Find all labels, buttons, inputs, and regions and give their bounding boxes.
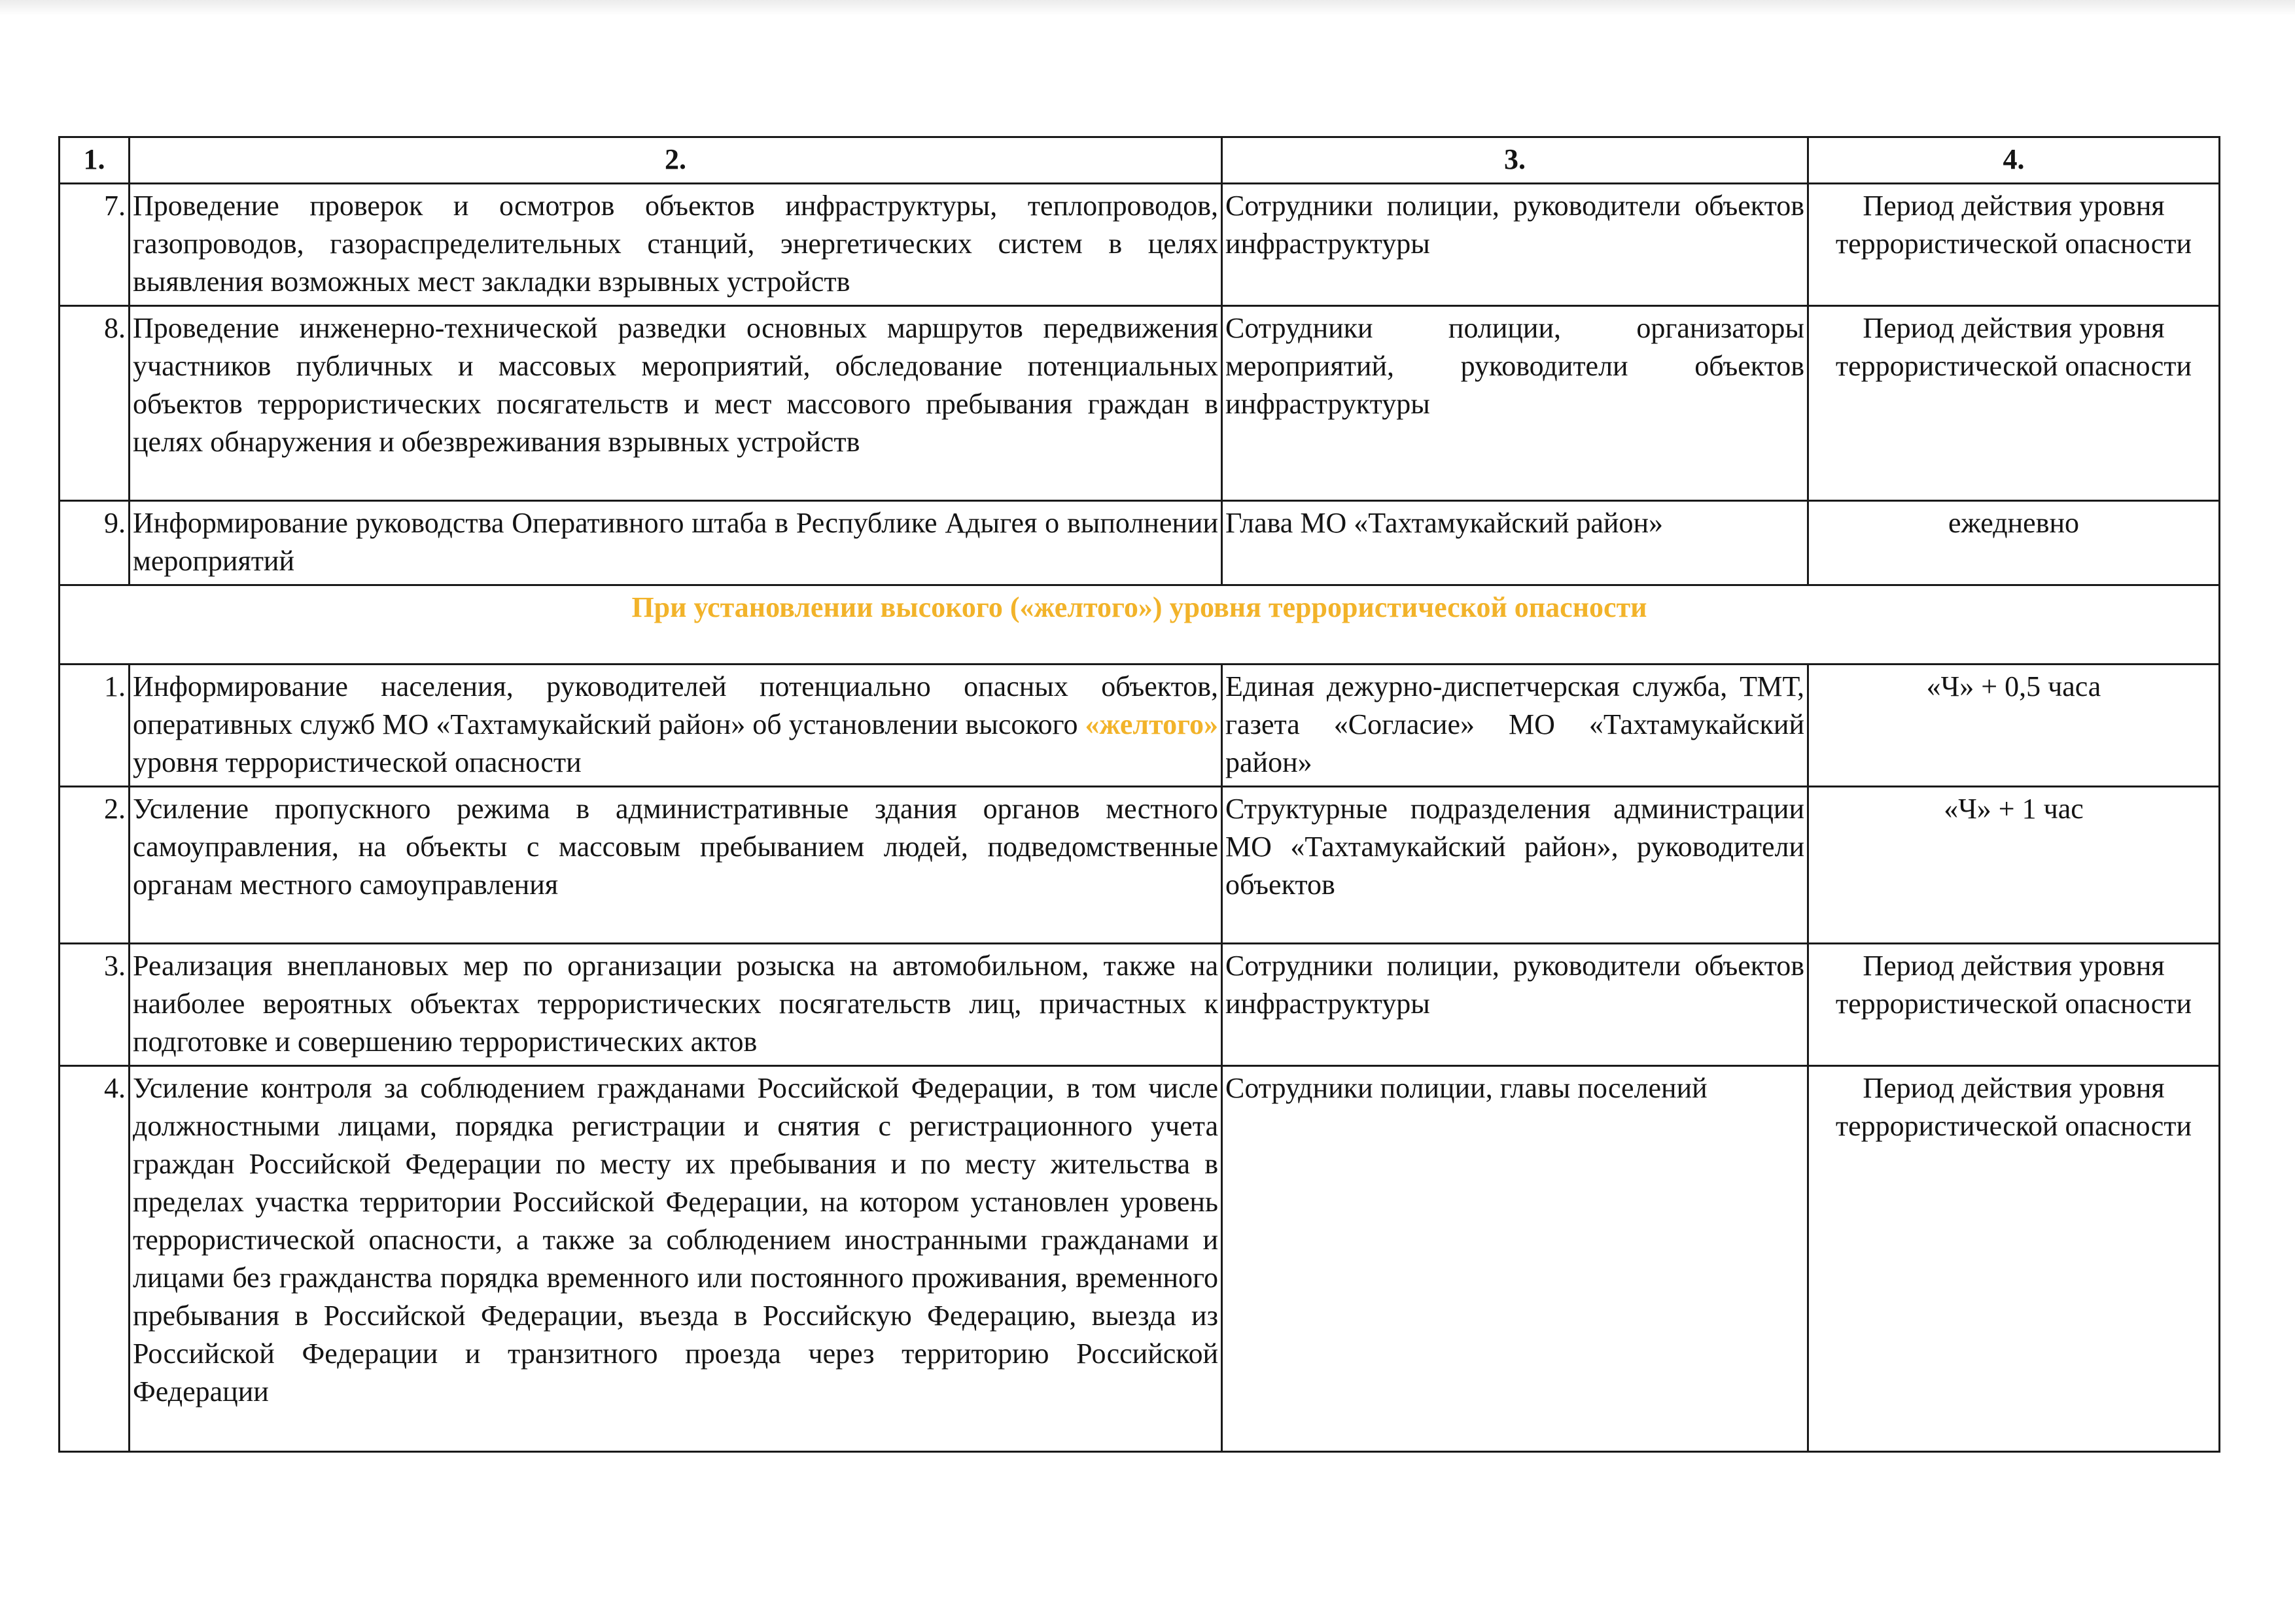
responsible-party: Сотрудники полиции, руководители объектов инфраструктуры bbox=[1222, 184, 1808, 306]
period: «Ч» + 0,5 часа bbox=[1808, 665, 2220, 787]
desc-text: Информирование населения, руководителей потенциально опасных объектов, оперативных служб МО «Тахтамукайский район» об установлении высокого bbox=[133, 670, 1218, 740]
section-heading-row bbox=[60, 585, 2220, 665]
table-row bbox=[60, 1066, 2220, 1452]
header-col-4: 4. bbox=[1808, 137, 2220, 184]
header-col-3: 3. bbox=[1222, 137, 1808, 184]
period: Период действия уровня террористической опасности bbox=[1808, 184, 2220, 306]
row-number: 1. bbox=[60, 665, 130, 787]
section-title: При установлении высокого («желтого») уровня террористической опасности bbox=[60, 585, 2220, 665]
row-number: 8. bbox=[60, 306, 130, 501]
table-header-row bbox=[60, 137, 2220, 184]
table-row bbox=[60, 787, 2220, 944]
scan-edge-shade bbox=[0, 0, 2295, 16]
period: «Ч» + 1 час bbox=[1808, 787, 2220, 944]
row-number: 2. bbox=[60, 787, 130, 944]
responsible-party: Единая дежурно-диспетчерская служба, ТМТ, газета «Согласие» МО «Тахтамукайский район» bbox=[1222, 665, 1808, 787]
responsible-party: Сотрудники полиции, руководители объектов инфраструктуры bbox=[1222, 944, 1808, 1066]
measure-description: Усиление пропускного режима в административные здания органов местного самоуправления, на объекты с массовым пребыванием людей, подведомственные органам местного самоуправления bbox=[130, 787, 1222, 944]
measure-description bbox=[130, 665, 1222, 787]
yellow-level-highlight: «желтого» bbox=[1085, 708, 1218, 740]
row-number: 7. bbox=[60, 184, 130, 306]
period: Период действия уровня террористической опасности bbox=[1808, 1066, 2220, 1452]
measure-description: Усиление контроля за соблюдением гражданами Российской Федерации, в том числе должностными лицами, порядка регистрации и снятия с регистрационного учета граждан Российской Федерации по месту их пребывания и по месту жительства в пределах участка территории Российской Федерации, на котором установлен уровень террористической опасности, а также за соблюдением иностранными гражданами и лицами без гражданства порядка временного или постоянного проживания, временного пребывания в Российской Федерации, въезда в Российскую Федерацию, выезда из Российской Федерации и транзитного проезда через территорию Российской Федерации bbox=[130, 1066, 1222, 1452]
responsible-party: Сотрудники полиции, главы поселений bbox=[1222, 1066, 1808, 1452]
measure-description: Проведение инженерно-технической разведки основных маршрутов передвижения участников публичных и массовых мероприятий, обследование потенциальных объектов террористических посягательств и мест массового пребывания граждан в целях обнаружения и обезвреживания взрывных устройств bbox=[130, 306, 1222, 501]
measures-table bbox=[58, 136, 2220, 1453]
table-row bbox=[60, 944, 2220, 1066]
row-number: 3. bbox=[60, 944, 130, 1066]
table-row bbox=[60, 501, 2220, 585]
row-number: 4. bbox=[60, 1066, 130, 1452]
measure-description: Проведение проверок и осмотров объектов инфраструктуры, теплопроводов, газопроводов, газораспределительных станций, энергетических систем в целях выявления возможных мест закладки взрывных устройств bbox=[130, 184, 1222, 306]
period: Период действия уровня террористической опасности bbox=[1808, 306, 2220, 501]
header-col-1: 1. bbox=[60, 137, 130, 184]
table-row bbox=[60, 306, 2220, 501]
measure-description: Информирование руководства Оперативного штаба в Республике Адыгея о выполнении мероприятий bbox=[130, 501, 1222, 585]
period: Период действия уровня террористической опасности bbox=[1808, 944, 2220, 1066]
measure-description: Реализация внеплановых мер по организации розыска на автомобильном, также на наиболее вероятных объектах террористических посягательств лиц, причастных к подготовке и совершению террористических актов bbox=[130, 944, 1222, 1066]
table-row bbox=[60, 665, 2220, 787]
responsible-party: Сотрудники полиции, организаторы мероприятий, руководители объектов инфраструктуры bbox=[1222, 306, 1808, 501]
row-number: 9. bbox=[60, 501, 130, 585]
responsible-party: Глава МО «Тахтамукайский район» bbox=[1222, 501, 1808, 585]
desc-text: уровня террористической опасности bbox=[133, 746, 582, 778]
responsible-party: Структурные подразделения администрации МО «Тахтамукайский район», руководители объектов bbox=[1222, 787, 1808, 944]
table-row bbox=[60, 184, 2220, 306]
header-col-2: 2. bbox=[130, 137, 1222, 184]
period: ежедневно bbox=[1808, 501, 2220, 585]
